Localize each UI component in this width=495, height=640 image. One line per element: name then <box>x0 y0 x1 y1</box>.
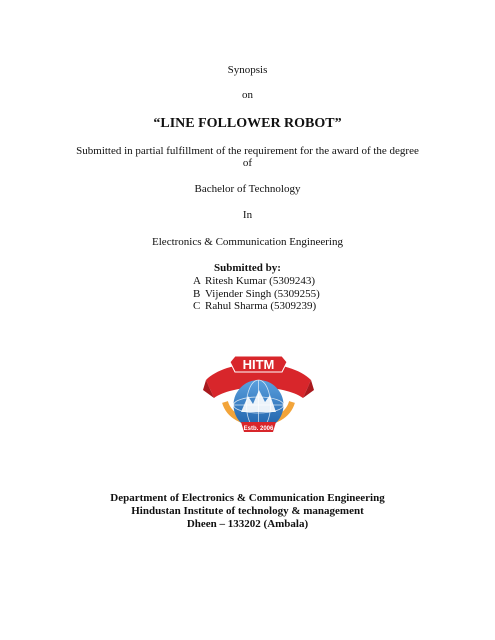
student-item <box>193 300 320 313</box>
student-item <box>193 275 320 288</box>
student-name: Ritesh Kumar (5309243) <box>205 275 315 287</box>
degree-name: Bachelor of Technology <box>194 183 301 195</box>
in-text: In <box>242 209 253 221</box>
institute-name: Hindustan Institute of technology & management <box>131 505 364 517</box>
doc-type-heading: Synopsis <box>227 64 268 76</box>
on-text: on <box>242 89 253 101</box>
student-name: Rahul Sharma (5309239) <box>205 300 317 312</box>
branch-name: Electronics & Communication Engineering <box>152 236 343 248</box>
submission-statement: Submitted in partial fulfillment of the requirement for the award of the degree <box>76 145 419 157</box>
department-name: Department of Electronics & Communication Engineering <box>110 492 385 504</box>
student-name: Vijender Singh (5309255) <box>205 287 320 300</box>
institute-address: Dheen – 133202 (Ambala) <box>186 518 309 530</box>
logo-text: HITM <box>242 357 275 372</box>
student-letter: C <box>193 300 201 312</box>
student-letter: A <box>193 275 201 287</box>
student-list <box>193 275 320 313</box>
project-title: “LINE FOLLOWER ROBOT” <box>153 116 342 131</box>
logo-estd-text: Estb. 2006 <box>243 426 274 432</box>
submitted-by-heading: Submitted by: <box>214 262 281 274</box>
submission-of: of <box>242 157 253 169</box>
student-letter: B <box>193 287 201 300</box>
institute-logo <box>203 350 314 440</box>
student-item <box>193 288 320 301</box>
